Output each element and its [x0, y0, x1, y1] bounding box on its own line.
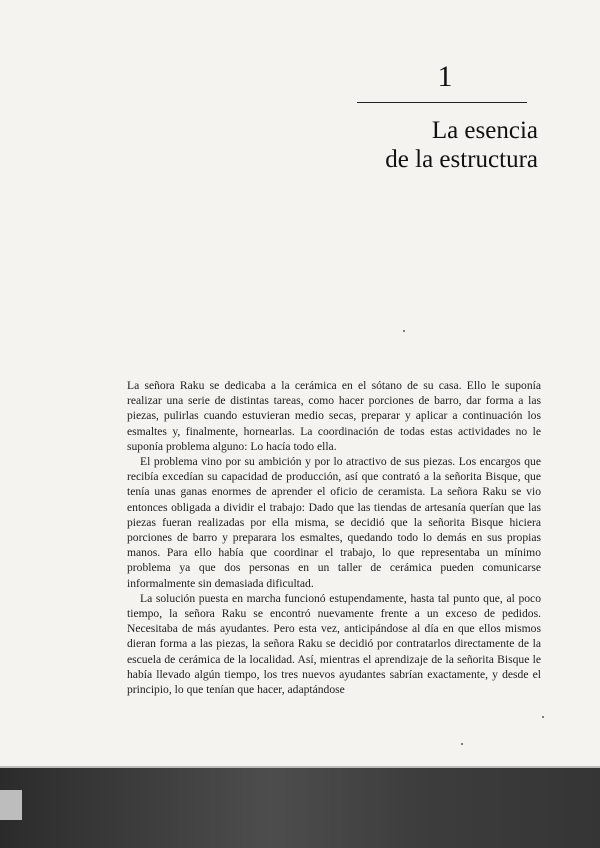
chapter-title-line-2: de la estructura	[385, 146, 538, 173]
scan-bar-highlight	[0, 790, 22, 820]
paragraph-1: La señora Raku se dedicaba a la cerámica en el sótano de su casa. Ello le suponía realizar una serie de distintas tareas, como hacer porciones de barro, dar forma a las piezas, pulirlas cuando estuvieran medio secas, preparar y aplicar a continuación los esmaltes y, finalmente, hornearlas. La coordinación de todas estas actividades no le suponía problema alguno: Lo hacía todo ella.	[127, 379, 541, 453]
scan-shadow-bar	[0, 768, 600, 848]
chapter-title	[385, 116, 538, 174]
paragraph-3: La solución puesta en marcha funcionó estupendamente, hasta tal punto que, al poco tiempo, la señora Raku se encontró nuevamente frente a un exceso de pedidos. Necesitaba de más ayudantes. Pero esta vez, anticipándose al día en que ellos mismos dieran forma a las piezas, la señora Raku se decidió por contratarlos directamente de la escuela de cerámica de la localidad. Así, mientras el aprendizaje de la señorita Bisque le había llevado algún tiempo, los tres nuevos ayudantes sabrían exactamente, y desde el principio, lo que tenían que hacer, adaptándose	[127, 591, 541, 697]
body-text	[127, 378, 541, 697]
scan-speck	[403, 330, 405, 332]
chapter-number: 1	[437, 60, 453, 93]
chapter-rule	[357, 102, 527, 103]
paragraph-2: El problema vino por su ambición y por lo atractivo de sus piezas. Los encargos que recibía excedían su capacidad de producción, así que contrató a la señorita Bisque, que tenía unas ganas enormes de aprender el oficio de ceramista. La señora Raku se vio entonces obligada a dividir el trabajo: Dado que las tiendas de artesanía querían que las piezas fueran realizadas por ella misma, se decidió que la señorita Bisque hiciera porciones de barro y preparara los esmaltes, quedando todo lo demás en sus propias manos. Para ello había que coordinar el trabajo, lo que representaba un mínimo problema ya que dos personas en un taller de cerámica pueden comunicarse informalmente sin demasiada dificultad.	[127, 455, 541, 590]
scan-speck	[542, 716, 544, 718]
chapter-title-line-1: La esencia	[431, 117, 538, 144]
scan-speck	[461, 743, 463, 745]
